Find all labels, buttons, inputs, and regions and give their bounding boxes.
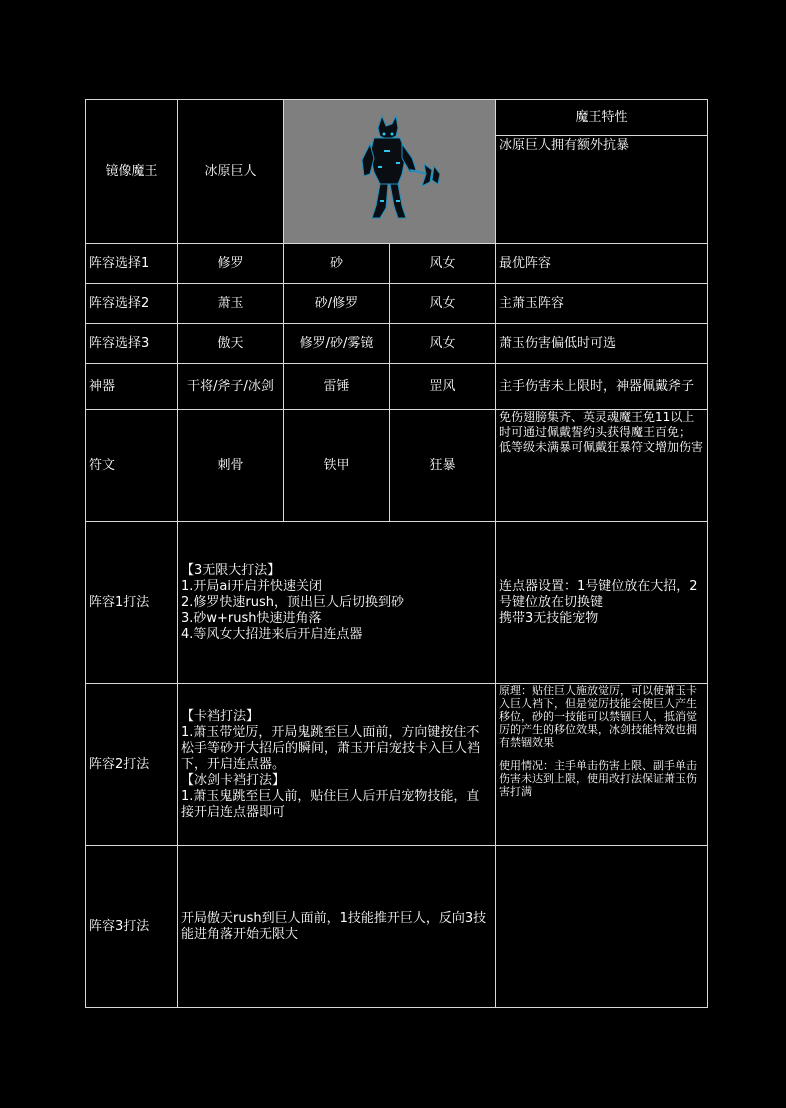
lineup-label: 阵容选择1 bbox=[86, 244, 178, 284]
table-row bbox=[86, 284, 708, 324]
tactic3-label: 阵容3打法 bbox=[86, 846, 178, 1008]
lineup-hero-2: 砂 bbox=[284, 244, 390, 284]
tactic2-note-usage: 使用情况：主手单击伤害上限、副手单击伤害未达到上限，使用改打法保证萧玉伤害打满 bbox=[499, 759, 697, 798]
tactic2-label: 阵容2打法 bbox=[86, 684, 178, 846]
rune-label: 符文 bbox=[86, 410, 178, 522]
lineup-note: 主萧玉阵容 bbox=[496, 284, 708, 324]
lineup-hero-2: 砂/修罗 bbox=[284, 284, 390, 324]
trait-title: 魔王特性 bbox=[496, 100, 708, 136]
lineup-label: 阵容选择2 bbox=[86, 284, 178, 324]
table-row bbox=[86, 684, 708, 846]
boss-image bbox=[284, 100, 496, 244]
lineup-hero-3: 风女 bbox=[390, 324, 496, 364]
tactic1-text: 【3无限大打法】 1.开局ai开启并快速关闭 2.修罗快速rush，顶出巨人后切换到砂 3.砂w+rush快速进角落 4.等风女大招进来后开启连点器 bbox=[178, 522, 496, 684]
artifact-note: 主手伤害未上限时，神器佩戴斧子 bbox=[496, 364, 708, 410]
lineup-hero-1: 修罗 bbox=[178, 244, 284, 284]
boss-name: 冰原巨人 bbox=[178, 100, 284, 244]
tactic2-text: 【卡裆打法】 1.萧玉带觉厉，开局鬼跳至巨人面前，方向键按住不松手等砂开大招后的瞬间，萧玉开启宠技卡入巨人裆下，开启连点器。 【冰剑卡裆打法】 1.萧玉鬼跳至巨人前，贴住巨人后开启宠物技能，直接开启连点器即可 bbox=[178, 684, 496, 846]
table-row bbox=[86, 324, 708, 364]
lineup-hero-2: 修罗/砂/雾镜 bbox=[284, 324, 390, 364]
table-row bbox=[86, 846, 708, 1008]
table-row bbox=[86, 410, 708, 522]
frost-giant-icon bbox=[340, 114, 440, 224]
rune-note: 免伤翅膀集齐、英灵魂魔王免11以上时可通过佩戴誓约头获得魔王百免； 低等级未满暴可佩戴狂暴符文增加伤害 bbox=[496, 410, 708, 522]
tactic1-label: 阵容1打法 bbox=[86, 522, 178, 684]
lineup-hero-3: 风女 bbox=[390, 244, 496, 284]
boss-label: 镜像魔王 bbox=[86, 100, 178, 244]
strategy-table bbox=[85, 99, 708, 1008]
lineup-hero-1: 傲天 bbox=[178, 324, 284, 364]
table-row bbox=[86, 522, 708, 684]
artifact-1: 干将/斧子/冰剑 bbox=[178, 364, 284, 410]
rune-1: 刺骨 bbox=[178, 410, 284, 522]
artifact-2: 雷锤 bbox=[284, 364, 390, 410]
tactic1-note: 连点器设置：1号键位放在大招，2号键位放在切换键 携带3无技能宠物 bbox=[496, 522, 708, 684]
tactic3-text: 开局傲天rush到巨人面前，1技能推开巨人，反向3技能进角落开始无限大 bbox=[178, 846, 496, 1008]
lineup-hero-1: 萧玉 bbox=[178, 284, 284, 324]
table-row bbox=[86, 364, 708, 410]
trait-text: 冰原巨人拥有额外抗暴 bbox=[496, 136, 708, 244]
tactic2-note-principle: 原理：贴住巨人施放觉厉，可以使萧玉卡入巨人裆下，但是觉厉技能会使巨人产生移位，砂的一技能可以禁锢巨人，抵消觉厉的产生的移位效果，冰剑技能特效也拥有禁锢效果 bbox=[499, 684, 697, 749]
lineup-label: 阵容选择3 bbox=[86, 324, 178, 364]
artifact-label: 神器 bbox=[86, 364, 178, 410]
rune-3: 狂暴 bbox=[390, 410, 496, 522]
tactic3-note bbox=[496, 846, 708, 1008]
lineup-note: 最优阵容 bbox=[496, 244, 708, 284]
lineup-note: 萧玉伤害偏低时可选 bbox=[496, 324, 708, 364]
lineup-hero-3: 风女 bbox=[390, 284, 496, 324]
artifact-3: 罡风 bbox=[390, 364, 496, 410]
rune-2: 铁甲 bbox=[284, 410, 390, 522]
table-row bbox=[86, 244, 708, 284]
tactic2-notes bbox=[496, 684, 708, 846]
